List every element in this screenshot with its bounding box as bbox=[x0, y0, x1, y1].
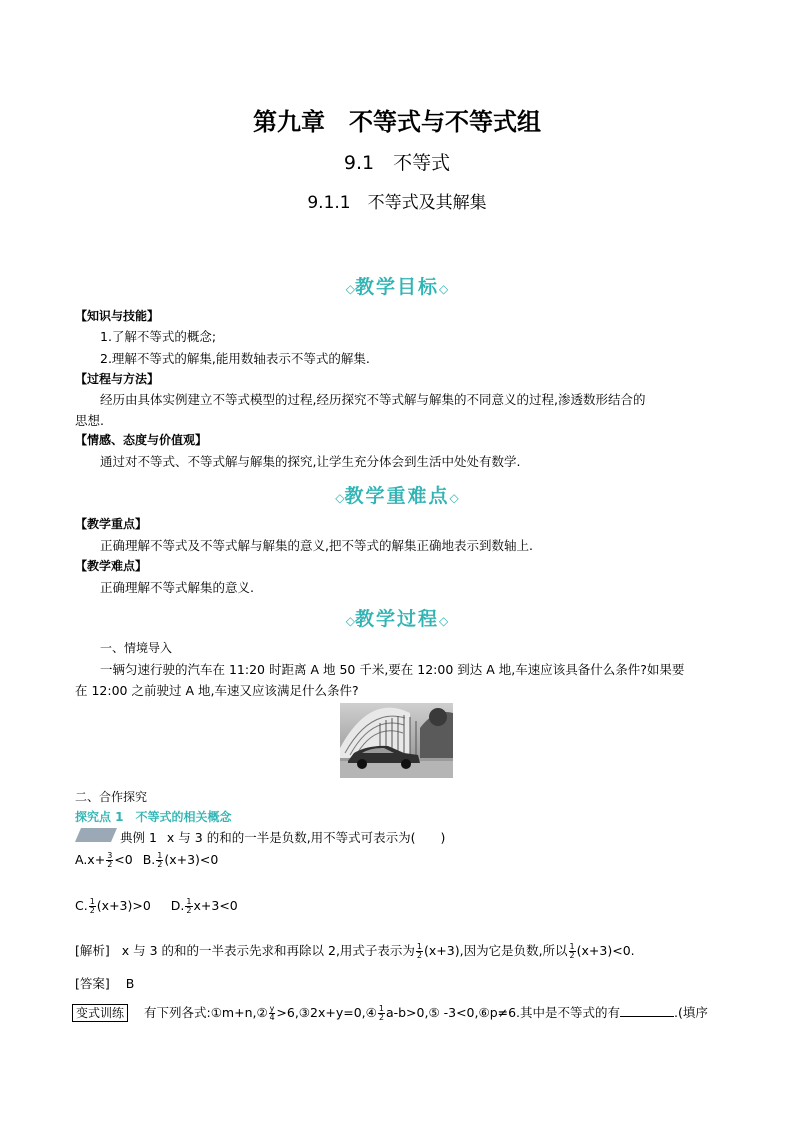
answer-label: [答案] bbox=[75, 976, 110, 991]
analysis-end: (x+3)<0. bbox=[576, 943, 635, 958]
example-line bbox=[120, 828, 445, 846]
process-text-2: 思想. bbox=[75, 413, 104, 428]
answer-line bbox=[75, 974, 134, 992]
variant-end: .(填序 bbox=[674, 1005, 708, 1020]
part1-label: 一、情境导入 bbox=[100, 641, 173, 655]
analysis-text: x 与 3 的和的一半表示先求和再除以 2,用式子表示为 bbox=[121, 943, 415, 958]
keypoints-heading: ◇教学重难点◇ bbox=[335, 485, 459, 507]
fraction: $\frac{1}{2}$ bbox=[89, 897, 95, 915]
intro-text-2: 在 12:00 之前驶过 A 地,车速又应该满足什么条件? bbox=[75, 683, 359, 698]
subsection-title: 9.1.1 不等式及其解集 bbox=[307, 193, 487, 213]
fraction: $\frac{3}{2}$ bbox=[107, 851, 113, 869]
objectives-heading: ◇教学目标◇ bbox=[345, 276, 449, 298]
variant-label: 变式训练 bbox=[72, 1004, 128, 1022]
car-photo bbox=[340, 703, 453, 778]
focus-label: 【教学重点】 bbox=[75, 517, 148, 531]
diamond-icon: ◇ bbox=[345, 614, 355, 628]
difficulty-label: 【教学难点】 bbox=[75, 559, 148, 573]
options-ab bbox=[75, 852, 218, 869]
diamond-icon: ◇ bbox=[345, 282, 355, 296]
chapter-title: 第九章 不等式与不等式组 bbox=[253, 108, 541, 136]
emotion-label: 【情感、态度与价值观】 bbox=[75, 433, 208, 447]
section-title: 9.1 不等式 bbox=[343, 152, 451, 174]
options-cd bbox=[75, 898, 238, 915]
example-text: x 与 3 的和的一半是负数,用不等式可表示为( ) bbox=[166, 830, 446, 845]
knowledge-item-1: 1.了解不等式的概念; bbox=[100, 329, 217, 344]
intro-text-1: 一辆匀速行驶的汽车在 11:20 时距离 A 地 50 千米,要在 12:00 到达 A 地,车速应该具备什么条件?如果要 bbox=[100, 662, 685, 677]
fraction: $\frac{1}{2}$ bbox=[186, 897, 192, 915]
answer-blank[interactable] bbox=[620, 1004, 674, 1017]
fraction: $\frac{y}{4}$ bbox=[269, 1004, 275, 1022]
example-label: 典例 1 bbox=[120, 830, 157, 845]
answer-value: B bbox=[125, 976, 135, 991]
diamond-icon: ◇ bbox=[449, 491, 459, 505]
option-d: D. $\frac{1}{2}$ x+3<0 bbox=[170, 897, 238, 915]
variant-text-2: >6,③2x+y=0,④ bbox=[276, 1005, 377, 1020]
example-banner-icon bbox=[75, 827, 117, 841]
option-c: C. $\frac{1}{2}$ (x+3)>0 bbox=[75, 897, 151, 915]
option-a: A.x+ $\frac{3}{2}$ <0 bbox=[75, 851, 133, 869]
emotion-text: 通过对不等式、不等式解与解集的探究,让学生充分体会到生活中处处有数学. bbox=[100, 454, 521, 469]
fraction: $\frac{1}{2}$ bbox=[416, 942, 423, 960]
knowledge-item-2: 2.理解不等式的解集,能用数轴表示不等式的解集. bbox=[100, 351, 370, 366]
fraction: $\frac{1}{2}$ bbox=[157, 851, 163, 869]
analysis-mid: (x+3),因为它是负数,所以 bbox=[424, 943, 568, 958]
diamond-icon: ◇ bbox=[335, 491, 345, 505]
fraction: $\frac{1}{2}$ bbox=[569, 942, 575, 960]
variant-text-3: a-b>0,⑤ -3<0,⑥p≠6.其中是不等式的有 bbox=[385, 1005, 621, 1020]
process-text-1: 经历由具体实例建立不等式模型的过程,经历探究不等式解与解集的不同意义的过程,渗透数形结合的 bbox=[100, 392, 646, 407]
knowledge-label: 【知识与技能】 bbox=[75, 309, 160, 323]
difficulty-text: 正确理解不等式解集的意义. bbox=[100, 580, 254, 595]
process-label: 【过程与方法】 bbox=[75, 372, 160, 386]
analysis-label: [解析] bbox=[75, 943, 110, 958]
process-heading: ◇教学过程◇ bbox=[345, 608, 449, 630]
fraction: $\frac{1}{2}$ bbox=[378, 1004, 384, 1022]
option-b: B. $\frac{1}{2}$ (x+3)<0 bbox=[142, 851, 219, 869]
diamond-icon: ◇ bbox=[439, 614, 449, 628]
variant-line bbox=[72, 1003, 708, 1022]
part2-label: 二、合作探究 bbox=[75, 790, 148, 804]
analysis-line bbox=[75, 941, 635, 960]
focus-text: 正确理解不等式及不等式解与解集的意义,把不等式的解集正确地表示到数轴上. bbox=[100, 538, 533, 553]
variant-text: 有下列各式:①m+n,② bbox=[144, 1005, 268, 1020]
explore-label: 探究点 1 不等式的相关概念 bbox=[75, 810, 232, 824]
diamond-icon: ◇ bbox=[439, 282, 449, 296]
